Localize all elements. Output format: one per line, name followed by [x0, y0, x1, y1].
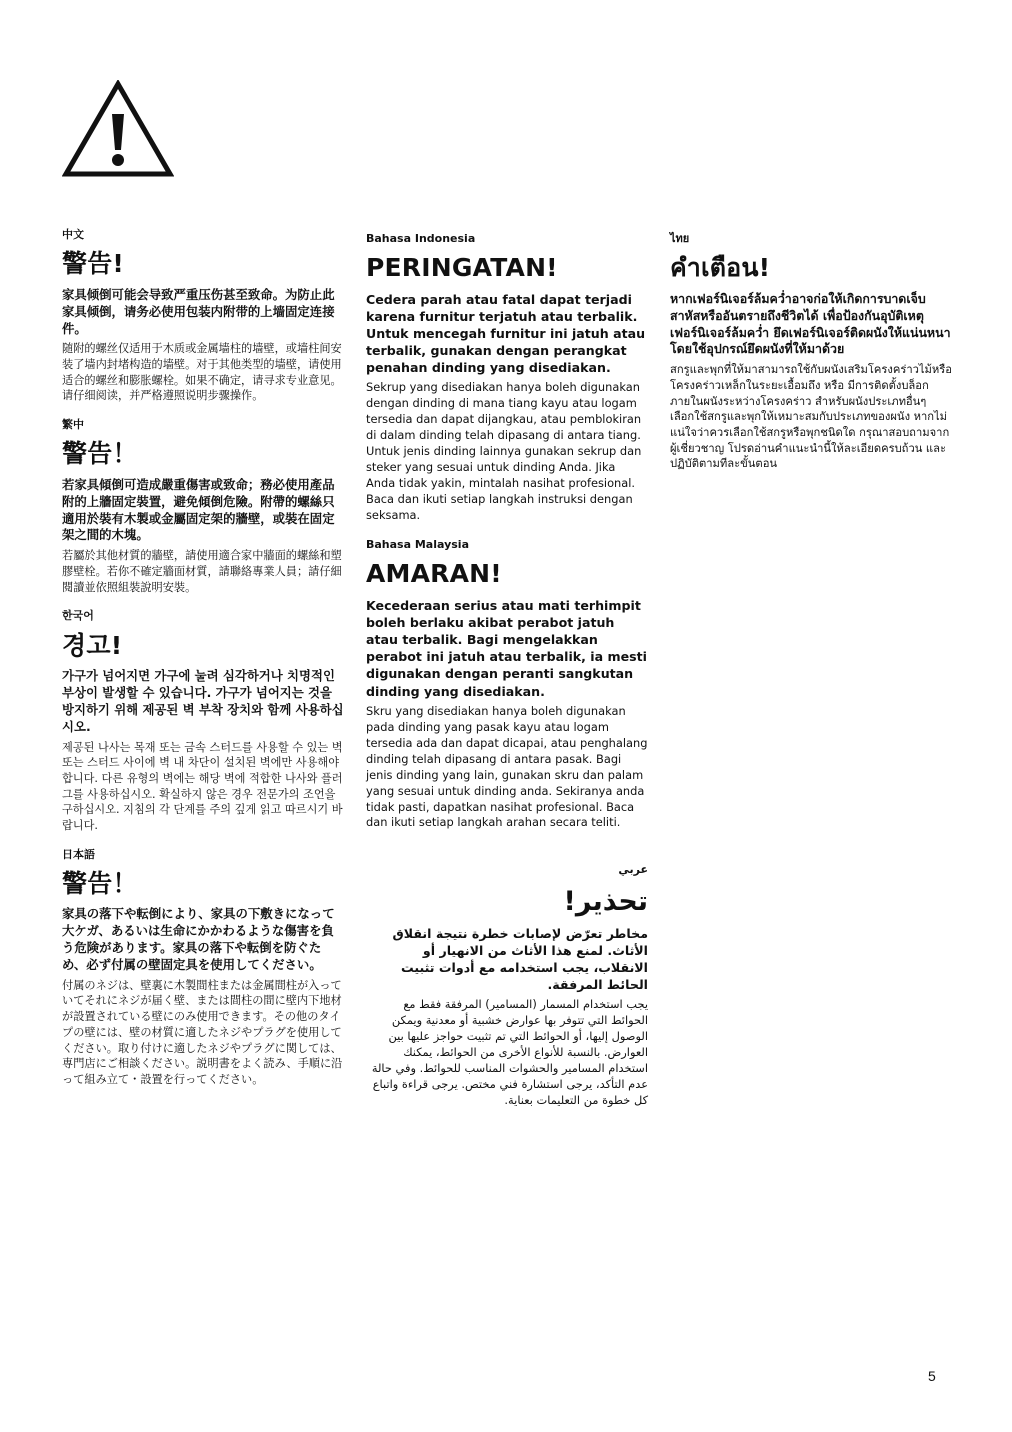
section-korean [62, 609, 344, 833]
warning-title: 경고! [62, 630, 123, 660]
warning-lead: Kecederaan serius atau mati terhimpit boleh berlaku akibat perabot jatuh atau terbalik. Bagi mengelakkan perabot ini jatuh atau terbalik, ia mesti digunakan dengan peranti sangkutan dinding yang disediakan. [366, 597, 647, 699]
section-japanese [62, 848, 344, 1088]
warning-body: 付属のネジは、壁裏に木製間柱または金属間柱が入っていてそれにネジが届く壁、または間柱の間に壁内下地材が設置されている壁にのみ使用できます。その他のタイプの壁には、壁の材質に適したネジやプラグを使用してください。取り付けに適したネジやプラグに関しては、専門店にご相談ください。説明書をよく読み、手順に沿って組み立て・設置を行ってください。 [62, 978, 343, 1086]
warning-lead: مخاطر تعرّض لإصابات خطرة نتيجة انقلاق الأثاث. لمنع هذا الأثاث من الانهيار أو الانقلاب، يجب استخدامه مع أدوات تثبيت الحائط المرفقة. [392, 925, 648, 993]
language-label: Bahasa Malaysia [366, 538, 469, 552]
section-chinese-simplified [62, 228, 344, 404]
warning-lead: 若家具傾倒可造成嚴重傷害或致命；務必使用產品附的上牆固定裝置，避免傾倒危險。附帶的螺絲只適用於裝有木製或金屬固定架的牆壁，或裝在固定架之間的木塊。 [62, 476, 335, 543]
warning-body: يجب استخدام المسمار (المسامير) المرفقة فقط مع الحوائط التي تتوفر بها عوارض خشبية أو معدنية ويمكن الوصول إليها، أو الحوائط التي تم تثبيت حواجز عليها بين العوارض. بالنسبة للأنواع الأخرى من الحوائط، يمكنك استخدام المسامير والحشوات المناسب للحوائط. وفي حالة عدم التأكد، يرجى استشارة فني مختص. يرجى قراءة واتباع كل خطوة من التعليمات بعناية. [371, 997, 648, 1108]
section-indonesian [366, 232, 648, 524]
section-arabic [366, 863, 648, 1109]
warning-title: PERINGATAN! [366, 253, 558, 283]
warning-body: Sekrup yang disediakan hanya boleh digunakan dengan dinding di mana tiang kayu atau logam tersedia dan dapat dijangkau, atau pemblokiran di dalam dinding telah dipasang di antara tiang. Untuk jenis dinding lainnya gunakan sekrup dan steker yang sesuai untuk dinding Anda. Jika Anda tidak yakin, mintalah nasihat profesional. Baca dan ikuti setiap langkah instruksi dengan seksama. [366, 380, 642, 523]
warning-title: تحذير! [563, 885, 648, 917]
warning-title: คำเตือน! [670, 253, 771, 283]
page-number: 5 [928, 1368, 936, 1384]
language-label: 繁中 [62, 418, 84, 432]
section-malay [366, 538, 648, 831]
column-middle [366, 232, 648, 1123]
language-label: 中文 [62, 228, 84, 241]
warning-body: 若屬於其他材質的牆壁，請使用適合家中牆面的螺絲和塑膠壁栓。若你不確定牆面材質，請聯絡專業人員；請仔細閱讀並依照組裝說明安裝。 [62, 549, 342, 594]
warning-body: 제공된 나사는 목재 또는 금속 스터드를 사용할 수 있는 벽 또는 스터드 사이에 벽 내 차단이 설치된 벽에만 사용해야 합니다. 다른 유형의 벽에는 해당 벽에 적합한 나사와 플러그를 사용하십시오. 확실하지 않은 경우 전문가의 조언을 구하십시오. 지침의 각 단계를 주의 깊게 읽고 따르시기 바랍니다. [62, 740, 343, 832]
warning-lead: Cedera parah atau fatal dapat terjadi karena furnitur terjatuh atau terbalik. Untuk mencegah furnitur ini jatuh atau terbalik, gunakan dengan perangkat penahan dinding yang disediakan. [366, 291, 646, 376]
spacer [366, 845, 648, 863]
warning-lead: 가구가 넘어지면 가구에 눌려 심각하거나 치명적인 부상이 발생할 수 있습니다. 가구가 넘어지는 것을 방지하기 위해 제공된 벽 부착 장치와 함께 사용하십시오. [62, 668, 344, 734]
language-label: ไทย [670, 232, 690, 245]
section-chinese-traditional [62, 418, 344, 595]
warning-triangle-icon [62, 80, 174, 180]
warning-body: สกรูและพุกที่ให้มาสามารถใช้กับผนังเสริมโครงคร่าวไม้หรือโครงคร่าวเหล็กในระยะเอื้อมถึง หรือ มีการติดตั้งบล็อกภายในผนังระหว่างโครงคร่าว สำหรับผนังประเภทอื่นๆ เลือกใช้สกรูและพุกให้เหมาะสมกับประเภทของผนัง หากไม่แน่ใจว่าควรเลือกใช้สกรูหรือพุกชนิดใด กรุณาสอบถามจากผู้เชี่ยวชาญ โปรดอ่านคำแนะนำนี้ให้ละเอียดครบถ้วน และปฏิบัติตามทีละขั้นตอน [670, 363, 953, 471]
language-label: عربي [618, 863, 648, 877]
warning-lead: 家具倾倒可能会导致严重压伤甚至致命。为防止此家具倾倒，请务必使用包装内附带的上墙固定连接件。 [62, 286, 335, 336]
column-left [62, 228, 344, 1102]
language-label: 한국어 [62, 609, 94, 623]
warning-body: Skru yang disediakan hanya boleh digunakan pada dinding yang pasak kayu atau logam tersedia ada dan dapat dicapai, atau penghalang dinding telah dipasang di antara pasak. Bagi jenis dinding yang lain, gunakan skru dan palam yang sesuai untuk dinding anda. Sekiranya anda tidak pasti, dapatkan nasihat profesional. Baca dan ikuti setiap langkah arahan secara teliti. [366, 703, 648, 830]
language-label: 日本語 [62, 847, 95, 861]
warning-title: 警告！ [62, 439, 138, 469]
warning-title: 警告！ [62, 868, 138, 898]
warning-body: 随附的螺丝仅适用于木质或金属墙柱的墙壁，或墙柱间安装了墙内封堵构造的墙壁。对于其他类型的墙壁，请使用适合的螺丝和膨胀螺栓。如果不确定，请寻求专业意见。请仔细阅读，并严格遵照说明步骤操作。 [62, 342, 342, 403]
warning-lead: 家具の落下や転倒により、家具の下敷きになって大ケガ、あるいは生命にかかわるような傷害を負う危険があります。家具の落下や転倒を防ぐため、必ず付属の壁固定具を使用してください。 [62, 906, 335, 972]
column-right [670, 232, 952, 486]
warning-title: AMARAN! [366, 559, 502, 589]
section-thai [670, 232, 952, 472]
warning-lead: หากเฟอร์นิเจอร์ล้มคว่ำอาจก่อให้เกิดการบาดเจ็บสาหัสหรืออันตรายถึงชีวิตได้ เพื่อป้องกันอุบัติเหตุเฟอร์นิเจอร์ล้มคว่ำ ยึดเฟอร์นิเจอร์ติดผนังให้แน่นหนา โดยใช้อุปกรณ์ยึดผนังที่ให้มาด้วย [670, 290, 951, 357]
language-label: Bahasa Indonesia [366, 232, 476, 245]
warning-title: 警告! [62, 249, 125, 279]
